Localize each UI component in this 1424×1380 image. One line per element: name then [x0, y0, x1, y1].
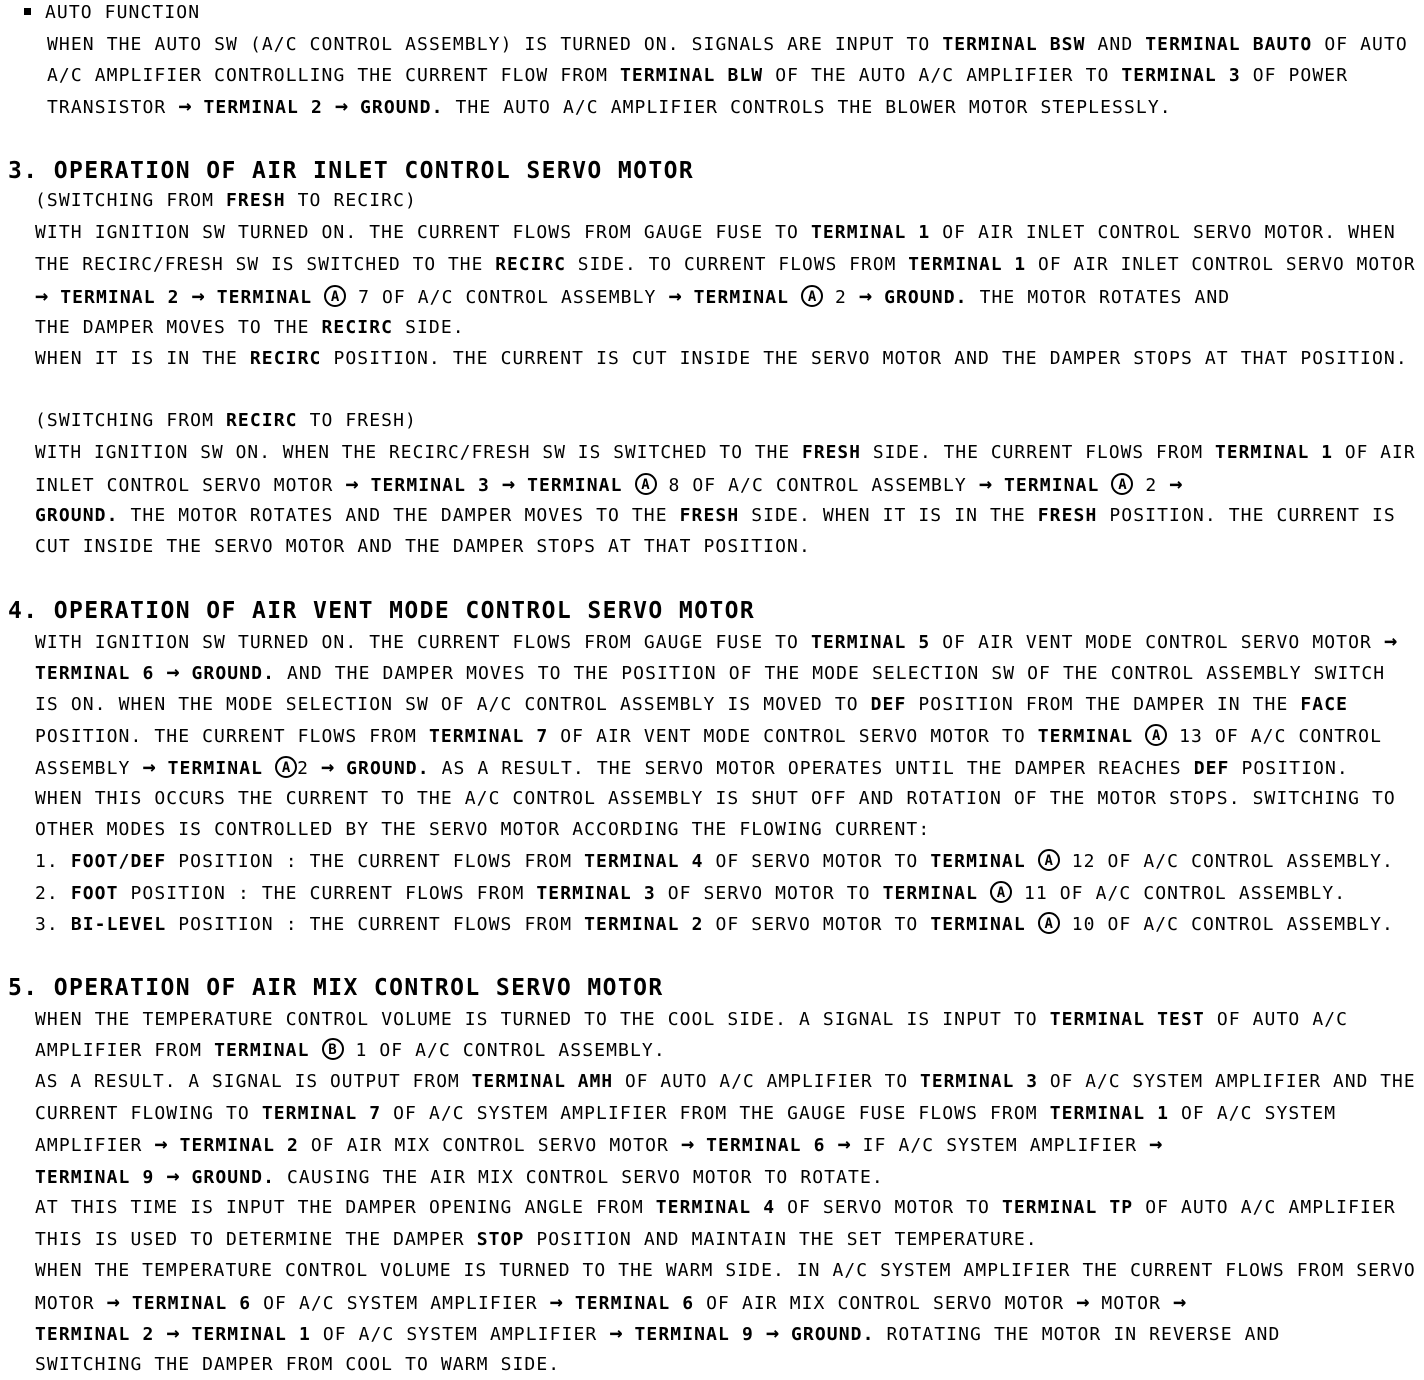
arrow-right-icon: → — [549, 1290, 563, 1315]
section-3-line: (SWITCHING FROM RECIRC TO FRESH) — [35, 410, 417, 431]
arrow-right-icon: → — [191, 284, 205, 309]
arrow-right-icon: → — [668, 284, 682, 309]
arrow-right-icon: → — [1173, 1290, 1187, 1315]
circled-terminal-a: A — [1038, 912, 1060, 934]
arrow-right-icon: → — [680, 1132, 695, 1157]
arrow-right-icon: → — [35, 284, 49, 309]
section-3-line: → TERMINAL 2 → TERMINAL A 7 OF A/C CONTROL ASSEMBLY → TERMINAL A 2 → GROUND. THE MOTOR ROTATES AND — [35, 284, 1231, 309]
circled-terminal-a: A — [1111, 473, 1133, 495]
auto-function-line-3: TRANSISTOR → TERMINAL 2 → GROUND. THE AUTO A/C AMPLIFIER CONTROLS THE BLOWER MOTOR STEPLESSLY. — [47, 94, 1172, 119]
section-3-line: WHEN IT IS IN THE RECIRC POSITION. THE CURRENT IS CUT INSIDE THE SERVO MOTOR AND THE DAMPER STOPS AT THAT POSITION. — [35, 348, 1408, 369]
section-3-line: CUT INSIDE THE SERVO MOTOR AND THE DAMPER STOPS AT THAT POSITION. — [35, 536, 811, 557]
arrow-right-icon: → — [334, 94, 349, 119]
section-5-line: WHEN THE TEMPERATURE CONTROL VOLUME IS TURNED TO THE COOL SIDE. A SIGNAL IS INPUT TO TERMINAL TEST OF AUTO A/C — [35, 1009, 1349, 1030]
circled-terminal-a: A — [801, 285, 823, 307]
section-5-line: CURRENT FLOWING TO TERMINAL 7 OF A/C SYSTEM AMPLIFIER FROM THE GAUGE FUSE FLOWS FROM TERMINAL 1 OF A/C SYSTEM — [35, 1103, 1337, 1124]
section-3-line: WITH IGNITION SW ON. WHEN THE RECIRC/FRESH SW IS SWITCHED TO THE FRESH SIDE. THE CURRENT FLOWS FROM TERMINAL 1 OF AIR — [35, 442, 1416, 463]
arrow-right-icon: → — [837, 1132, 851, 1157]
section-5-line: AS A RESULT. A SIGNAL IS OUTPUT FROM TERMINAL AMH OF AUTO A/C AMPLIFIER TO TERMINAL 3 OF A/C SYSTEM AMPLIFIER AND THE — [35, 1071, 1416, 1092]
section-4-list-item: 2. FOOT POSITION : THE CURRENT FLOWS FROM TERMINAL 3 OF SERVO MOTOR TO TERMINAL A 11 OF A/C CONTROL ASSEMBLY. — [35, 883, 1347, 904]
arrow-right-icon: → — [166, 660, 180, 685]
section-3-line: THE RECIRC/FRESH SW IS SWITCHED TO THE RECIRC SIDE. TO CURRENT FLOWS FROM TERMINAL 1 OF AIR INLET CONTROL SERVO MOTOR — [35, 254, 1416, 275]
circled-terminal-a: A — [324, 285, 346, 307]
arrow-right-icon: → — [142, 755, 156, 780]
section-3-line: (SWITCHING FROM FRESH TO RECIRC) — [35, 190, 417, 211]
section-3-line: WITH IGNITION SW TURNED ON. THE CURRENT FLOWS FROM GAUGE FUSE TO TERMINAL 1 OF AIR INLET CONTROL SERVO MOTOR. WHEN — [35, 222, 1396, 243]
arrow-right-icon: → — [166, 1321, 180, 1346]
auto-function-line-2: A/C AMPLIFIER CONTROLLING THE CURRENT FLOW FROM TERMINAL BLW OF THE AUTO A/C AMPLIFIER TO TERMINAL 3 OF POWER — [47, 65, 1349, 86]
arrow-right-icon: → — [178, 94, 192, 119]
section-4-line: POSITION. THE CURRENT FLOWS FROM TERMINAL 7 OF AIR VENT MODE CONTROL SERVO MOTOR TO TERMINAL A 13 OF A/C CONTROL — [35, 726, 1383, 747]
arrow-right-icon: → — [320, 755, 335, 780]
arrow-right-icon: → — [858, 284, 873, 309]
section-3-line: INLET CONTROL SERVO MOTOR → TERMINAL 3 → TERMINAL A 8 OF A/C CONTROL ASSEMBLY → TERMINAL A 2 → — [35, 472, 1183, 497]
arrow-right-icon: → — [609, 1321, 623, 1346]
circled-terminal-a: A — [275, 756, 297, 778]
section-5-line: THIS IS USED TO DETERMINE THE DAMPER STOP POSITION AND MAINTAIN THE SET TEMPERATURE. — [35, 1229, 1038, 1250]
section-3-heading: 3. OPERATION OF AIR INLET CONTROL SERVO MOTOR — [8, 158, 695, 184]
bullet-icon — [24, 8, 31, 15]
arrow-right-icon: → — [1149, 1132, 1163, 1157]
section-4-list-item: 3. BI-LEVEL POSITION : THE CURRENT FLOWS FROM TERMINAL 2 OF SERVO MOTOR TO TERMINAL A 10 OF A/C CONTROL ASSEMBLY. — [35, 914, 1394, 935]
section-5-line: SWITCHING THE DAMPER FROM COOL TO WARM SIDE. — [35, 1354, 561, 1375]
section-4-line: WHEN THIS OCCURS THE CURRENT TO THE A/C CONTROL ASSEMBLY IS SHUT OFF AND ROTATION OF THE MOTOR STOPS. SWITCHING TO — [35, 788, 1396, 809]
arrow-right-icon: → — [501, 472, 516, 497]
arrow-right-icon: → — [978, 472, 993, 497]
arrow-right-icon: → — [154, 1132, 168, 1157]
section-4-line: WITH IGNITION SW TURNED ON. THE CURRENT FLOWS FROM GAUGE FUSE TO TERMINAL 5 OF AIR VENT MODE CONTROL SERVO MOTOR → — [35, 629, 1398, 654]
section-3-line: GROUND. THE MOTOR ROTATES AND THE DAMPER MOVES TO THE FRESH SIDE. WHEN IT IS IN THE FRESH POSITION. THE CURRENT IS — [35, 505, 1396, 526]
section-4-line: IS ON. WHEN THE MODE SELECTION SW OF A/C CONTROL ASSEMBLY IS MOVED TO DEF POSITION FROM THE DAMPER IN THE FACE — [35, 694, 1349, 715]
section-5-line: TERMINAL 9 → GROUND. CAUSING THE AIR MIX CONTROL SERVO MOTOR TO ROTATE. — [35, 1164, 884, 1189]
arrow-right-icon: → — [1383, 629, 1398, 654]
section-3-line: THE DAMPER MOVES TO THE RECIRC SIDE. — [35, 317, 465, 338]
arrow-right-icon: → — [106, 1290, 120, 1315]
circled-terminal-a: A — [1038, 849, 1060, 871]
section-5-line: AMPLIFIER FROM TERMINAL B 1 OF A/C CONTROL ASSEMBLY. — [35, 1040, 666, 1061]
section-4-line: OTHER MODES IS CONTROLLED BY THE SERVO MOTOR ACCORDING THE FLOWING CURRENT: — [35, 819, 931, 840]
arrow-right-icon: → — [345, 472, 359, 497]
arrow-right-icon: → — [1169, 472, 1183, 497]
section-4-line: ASSEMBLY → TERMINAL A 2 → GROUND. AS A RESULT. THE SERVO MOTOR OPERATES UNTIL THE DAMPER REACHES DEF POSITION. — [35, 755, 1349, 780]
section-4-list-item: 1. FOOT/DEF POSITION : THE CURRENT FLOWS FROM TERMINAL 4 OF SERVO MOTOR TO TERMINAL A 12 OF A/C CONTROL ASSEMBLY. — [35, 851, 1394, 872]
auto-function-line-1: WHEN THE AUTO SW (A/C CONTROL ASSEMBLY) IS TURNED ON. SIGNALS ARE INPUT TO TERMINAL BSW AND TERMINAL BAUTO OF AUTO — [47, 34, 1408, 55]
circled-terminal-a: A — [635, 473, 657, 495]
section-4-line: TERMINAL 6 → GROUND. AND THE DAMPER MOVES TO THE POSITION OF THE MODE SELECTION SW OF THE CONTROL ASSEMBLY SWITCH — [35, 660, 1386, 685]
section-5-line: AT THIS TIME IS INPUT THE DAMPER OPENING ANGLE FROM TERMINAL 4 OF SERVO MOTOR TO TERMINAL TP OF AUTO A/C AMPLIFIER — [35, 1197, 1396, 1218]
arrow-right-icon: → — [1076, 1290, 1090, 1315]
section-5-line: MOTOR → TERMINAL 6 OF A/C SYSTEM AMPLIFIER → TERMINAL 6 OF AIR MIX CONTROL SERVO MOTOR → MOTOR → — [35, 1290, 1187, 1315]
section-5-heading: 5. OPERATION OF AIR MIX CONTROL SERVO MOTOR — [8, 975, 664, 1001]
circled-terminal-a: A — [990, 881, 1012, 903]
section-5-line: TERMINAL 2 → TERMINAL 1 OF A/C SYSTEM AMPLIFIER → TERMINAL 9 → GROUND. ROTATING THE MOTOR IN REVERSE AND — [35, 1321, 1281, 1346]
section-5-line: WHEN THE TEMPERATURE CONTROL VOLUME IS TURNED TO THE WARM SIDE. IN A/C SYSTEM AMPLIFIER THE CURRENT FLOWS FROM SERVO — [35, 1260, 1416, 1281]
auto-function-title: AUTO FUNCTION — [24, 2, 200, 24]
circled-terminal-b: B — [322, 1038, 344, 1060]
section-4-heading: 4. OPERATION OF AIR VENT MODE CONTROL SERVO MOTOR — [8, 598, 756, 624]
arrow-right-icon: → — [166, 1164, 180, 1189]
arrow-right-icon: → — [765, 1321, 780, 1346]
circled-terminal-a: A — [1145, 724, 1167, 746]
section-5-line: AMPLIFIER → TERMINAL 2 OF AIR MIX CONTROL SERVO MOTOR → TERMINAL 6 → IF A/C SYSTEM AMPLIFIER → — [35, 1132, 1163, 1157]
